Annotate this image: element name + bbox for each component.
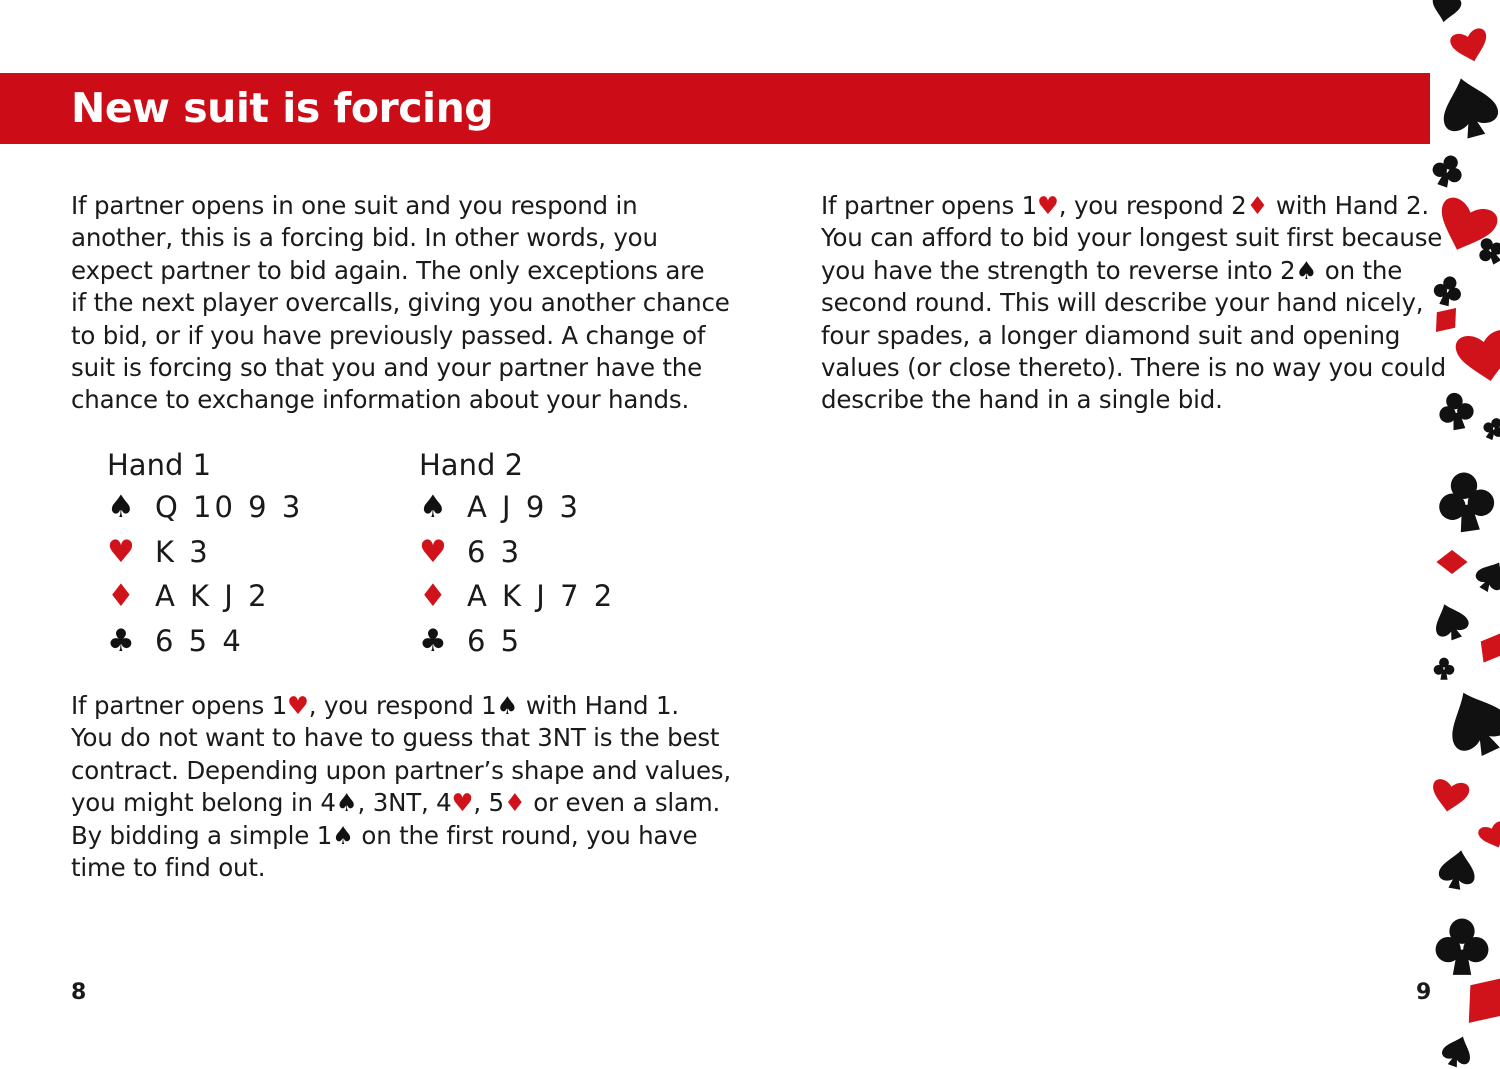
spade-icon: ♠: [419, 489, 447, 525]
hand-2-explanation: [821, 190, 1446, 417]
text-fragment: , 3NT, 4: [357, 788, 452, 818]
heart-icon: ♥: [419, 533, 447, 570]
text-line: [71, 787, 731, 819]
text-line: second round. This will describe your hand nicely,: [821, 288, 1424, 318]
hand-1-explanation: [71, 690, 731, 884]
text-line: to bid, or if you have previously passed. A change of: [71, 320, 706, 350]
black-suit-shapes: [1428, 0, 1500, 1069]
text-line: You do not want to have to guess that 3NT is the best: [71, 723, 720, 753]
text-line: describe the hand in a single bid.: [821, 385, 1223, 415]
text-line: If partner opens in one suit and you respond in: [71, 191, 638, 220]
club-icon: ♣: [419, 622, 447, 659]
text-fragment: on the first round, you have: [353, 820, 698, 850]
hand-1-diamonds: A K J 2: [155, 579, 270, 613]
suit-pattern-decoration: [1428, 0, 1500, 1069]
hand-2-clubs: 6 5: [467, 623, 523, 658]
text-line: if the next player overcalls, giving you another chance: [71, 288, 730, 318]
hand-2-clubs-row: [419, 619, 615, 664]
text-line: four spades, a longer diamond suit and opening: [821, 320, 1401, 350]
club-icon: ♣: [107, 622, 135, 659]
red-suit-shapes: [1428, 27, 1500, 1038]
hand-2-diagram: [419, 445, 615, 663]
text-fragment: or even a slam.: [525, 788, 721, 818]
hand-2-hearts-row: [419, 530, 615, 575]
diamond-icon: ♦: [107, 578, 135, 614]
heart-icon: ♥: [1037, 191, 1059, 220]
text-fragment: you have the strength to reverse into 2: [821, 255, 1296, 285]
page-title: New suit is forcing: [71, 84, 494, 132]
spade-icon: ♠: [1295, 255, 1318, 285]
text-fragment: If partner opens 1: [71, 691, 288, 720]
text-line: [71, 690, 731, 722]
text-line: [71, 820, 731, 852]
hand-1-spades: Q 10 9 3: [155, 490, 304, 524]
text-fragment: , you respond 1: [308, 691, 497, 720]
text-fragment: with Hand 1.: [518, 691, 679, 720]
text-line: You can afford to bid your longest suit first because: [821, 223, 1443, 253]
spade-icon: ♠: [335, 788, 358, 818]
text-fragment: , 5: [473, 788, 504, 818]
hand-1-hearts: K 3: [155, 534, 211, 569]
hand-1-title: Hand 1: [107, 448, 212, 482]
hand-1-clubs: 6 5 4: [155, 623, 244, 658]
text-line: time to find out.: [71, 853, 266, 883]
hand-2-spades-row: [419, 485, 615, 530]
hand-1-clubs-row: [107, 619, 303, 664]
hand-1-diamonds-row: [107, 574, 303, 619]
text-line: suit is forcing so that you and your partner have the: [71, 353, 703, 383]
hand-2-diamonds: A K J 7 2: [467, 579, 616, 613]
spade-icon: ♠: [107, 489, 135, 525]
diamond-icon: ♦: [1246, 191, 1269, 220]
heart-icon: ♥: [107, 533, 135, 570]
diamond-icon: ♦: [419, 578, 447, 614]
text-fragment: with Hand 2.: [1268, 191, 1429, 220]
hand-1-hearts-row: [107, 530, 303, 575]
text-fragment: , you respond 2: [1058, 191, 1247, 220]
page-number-left: 8: [71, 980, 87, 1005]
hand-1-spades-row: [107, 485, 303, 530]
diamond-icon: ♦: [503, 788, 526, 818]
hand-2-spades: A J 9 3: [467, 490, 581, 524]
text-line: [821, 190, 1446, 222]
text-fragment: By bidding a simple 1: [71, 820, 333, 850]
text-fragment: on the: [1317, 255, 1403, 285]
hand-2-hearts: 6 3: [467, 534, 523, 569]
heart-icon: ♥: [451, 788, 474, 818]
text-line: another, this is a forcing bid. In other words, you: [71, 223, 658, 253]
suit-pattern-svg: [1428, 0, 1500, 1069]
hand-1-diagram: [107, 445, 303, 663]
page-number-right: 9: [1416, 980, 1432, 1005]
hand-2-title: Hand 2: [419, 448, 524, 482]
heart-icon: ♥: [287, 691, 309, 720]
hand-2-diamonds-row: [419, 574, 615, 619]
spade-icon: ♠: [496, 691, 519, 720]
spade-icon: ♠: [332, 820, 354, 850]
text-fragment: you might belong in 4: [71, 788, 336, 818]
intro-paragraph: [71, 190, 730, 417]
text-line: values (or close thereto). There is no way you could: [821, 353, 1447, 383]
text-line: chance to exchange information about your hands.: [71, 385, 690, 415]
text-line: [821, 255, 1446, 287]
text-line: expect partner to bid again. The only exceptions are: [71, 255, 705, 285]
text-line: contract. Depending upon partner’s shape and values,: [71, 755, 731, 785]
text-fragment: If partner opens 1: [821, 191, 1038, 220]
